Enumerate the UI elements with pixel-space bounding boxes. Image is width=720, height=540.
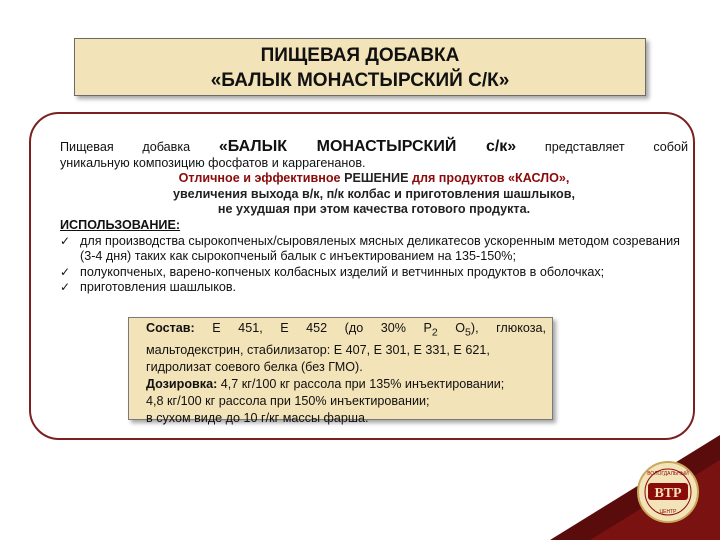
composition-line-2: мальтодекстрин, стабилизатор: Е 407, Е 301, Е 331, Е 621,: [146, 342, 490, 357]
composition-line-1: [146, 320, 546, 342]
list-item-text: приготовления шашлыков.: [80, 280, 237, 295]
logo-ring-top: ВОЛОГДАЛЬНЫЙ: [647, 471, 689, 477]
list-item-text: для производства сырокопченых/сыровяленых мясных деликатесов ускоренным методом созревания (3-4 дня) таких как сырокопченый балык с инъектированием на 135-150%;: [80, 233, 680, 264]
list-item: [60, 265, 688, 281]
vtr-logo: [638, 462, 698, 522]
highlight-text: для продуктов «КАСЛО»,: [408, 171, 570, 186]
dosage-text: 4,7 кг/100 кг рассола при 135% инъектировании;: [217, 376, 505, 391]
list-item: [60, 234, 688, 265]
logo-ring-bottom: ЦЕНТР: [659, 509, 677, 515]
usage-list: [60, 234, 688, 296]
product-name: «БАЛЫК МОНАСТЫРСКИЙ с/к»: [218, 138, 517, 155]
highlight-text: Отличное и эффективное: [178, 171, 345, 186]
intro-word: добавка: [142, 140, 191, 154]
subscript: 2: [431, 326, 438, 339]
composition-label: Состав:: [146, 321, 195, 335]
title-line-2: «БАЛЫК МОНАСТЫРСКИЙ С/К»: [210, 70, 510, 91]
composition-box: [128, 317, 553, 425]
intro-line-2: уникальную композицию фосфатов и каррагенанов.: [60, 155, 366, 170]
intro-line-1: [60, 139, 688, 156]
check-icon: ✓: [60, 233, 71, 248]
content-text: [60, 139, 688, 296]
composition-text: ), глюкоза,: [470, 321, 547, 335]
intro-word: представляет: [544, 140, 625, 154]
intro-word: собой: [653, 140, 689, 154]
dosage-label: Дозировка:: [146, 376, 218, 391]
intro-word: Пищевая: [60, 140, 114, 154]
logo-text: ВТР: [654, 486, 682, 501]
list-item-text: полукопченых, варено-копченых колбасных изделий и ветчинных продуктов в оболочках;: [80, 264, 605, 279]
composition-line-3: гидролизат соевого белка (без ГМО).: [146, 359, 363, 374]
dosage-line-3: в сухом виде до 10 г/кг массы фарша.: [146, 410, 369, 425]
highlight-line-1: [60, 171, 688, 187]
composition-text: Е 451, Е 452 (до 30% P: [212, 321, 432, 335]
corner-decoration: [550, 400, 720, 540]
highlight-solution: РЕШЕНИЕ: [344, 171, 409, 186]
usage-heading: ИСПОЛЬЗОВАНИЕ:: [60, 217, 181, 232]
title-banner: [74, 38, 646, 96]
dosage-line-1: [146, 376, 546, 393]
dosage-line-2: 4,8 кг/100 кг рассола при 150% инъектировании;: [146, 393, 430, 408]
composition-text: O: [437, 321, 466, 335]
list-item: [60, 280, 688, 296]
check-icon: ✓: [60, 280, 71, 295]
highlight-line-3: не ухудшая при этом качества готового продукта.: [217, 202, 531, 217]
title-line-1: ПИЩЕВАЯ ДОБАВКА: [260, 45, 460, 66]
subscript: 5: [465, 326, 471, 339]
check-icon: ✓: [60, 264, 71, 279]
highlight-line-2: увеличения выхода в/к, п/к колбас и приготовления шашлыков,: [172, 186, 575, 201]
